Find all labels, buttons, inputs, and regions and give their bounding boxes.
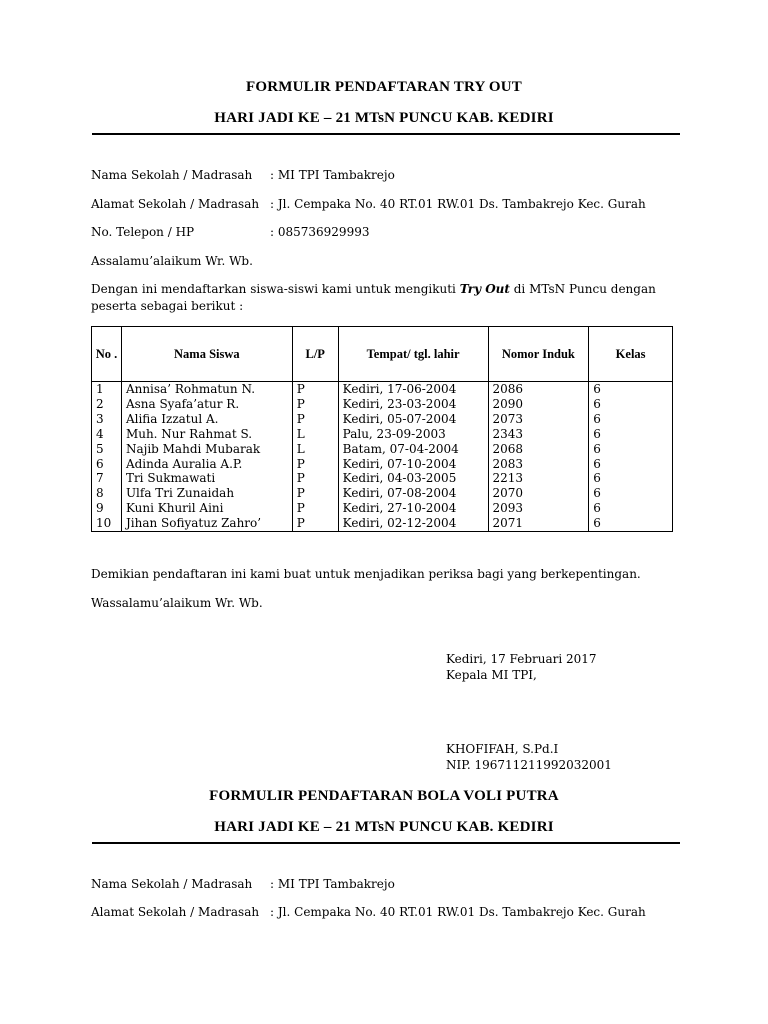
cell: Kediri, 02-12-2004 (338, 516, 488, 531)
cell: 2083 (488, 457, 589, 472)
field-label: Nama Sekolah / Madrasah (91, 877, 253, 891)
field-label: No. Telepon / HP (91, 225, 195, 239)
form1-greeting: Assalamu’alaikum Wr. Wb. (91, 254, 253, 268)
cell: 2086 (488, 382, 589, 397)
cell: 6 (589, 457, 673, 472)
cell: Alifia Izzatul A. (121, 412, 292, 427)
field-label: Alamat Sekolah / Madrasah (91, 905, 260, 919)
cell: 6 (589, 382, 673, 397)
intro-emphasis: Try Out (459, 282, 510, 296)
cell: 6 (92, 457, 122, 472)
form1-title: FORMULIR PENDAFTARAN TRY OUT (245, 79, 523, 95)
table-header-row (92, 327, 673, 382)
cell: Kediri, 07-10-2004 (338, 457, 488, 472)
cell: 6 (589, 412, 673, 427)
cell: 3 (92, 412, 122, 427)
cell: 6 (589, 501, 673, 516)
cell: P (292, 486, 338, 501)
field-value: : MI TPI Tambakrejo (270, 168, 395, 182)
cell: Kediri, 07-08-2004 (338, 486, 488, 501)
header-birth: Tempat/ tgl. lahir (338, 327, 488, 382)
signer-name: KHOFIFAH, S.Pd.I (446, 742, 559, 756)
cell: Palu, 23-09-2003 (338, 427, 488, 442)
table-row (92, 501, 673, 516)
cell: 2071 (488, 516, 589, 531)
table-row (92, 382, 673, 397)
table-row (92, 516, 673, 531)
cell: 2073 (488, 412, 589, 427)
cell: 5 (92, 442, 122, 457)
signer-nip: NIP. 196711211992032001 (446, 758, 612, 772)
cell: 10 (92, 516, 122, 531)
signature-date: Kediri, 17 Februari 2017 (446, 652, 597, 666)
cell: L (292, 427, 338, 442)
table-row (92, 397, 673, 412)
cell: 2 (92, 397, 122, 412)
intro-text: Dengan ini mendaftarkan siswa-siswi kami untuk mengikuti (91, 282, 460, 296)
form1-school-name-field (91, 168, 395, 182)
field-value: : Jl. Cempaka No. 40 RT.01 RW.01 Ds. Tambakrejo Kec. Gurah (270, 905, 646, 919)
cell: 6 (589, 397, 673, 412)
cell: P (292, 501, 338, 516)
cell: L (292, 442, 338, 457)
cell: Kuni Khuril Aini (121, 501, 292, 516)
form1-phone-field (91, 225, 369, 239)
cell: Ulfa Tri Zunaidah (121, 486, 292, 501)
cell: 9 (92, 501, 122, 516)
form2-school-address-field (91, 905, 646, 919)
form2-school-name-field (91, 877, 395, 891)
table-row (92, 427, 673, 442)
cell: 4 (92, 427, 122, 442)
cell: Asna Syafa’atur R. (121, 397, 292, 412)
header-no: No . (92, 327, 122, 382)
form1-school-address-field (91, 197, 646, 211)
cell: 2213 (488, 471, 589, 486)
header-student-id: Nomor Induk (488, 327, 589, 382)
cell: 6 (589, 427, 673, 442)
form1-subtitle: HARI JADI KE – 21 MTsN PUNCU KAB. KEDIRI (214, 110, 554, 126)
cell: Kediri, 17-06-2004 (338, 382, 488, 397)
signer-role: Kepala MI TPI, (446, 668, 537, 682)
field-value: : MI TPI Tambakrejo (270, 877, 395, 891)
field-value: : Jl. Cempaka No. 40 RT.01 RW.01 Ds. Tambakrejo Kec. Gurah (270, 197, 646, 211)
cell: 6 (589, 486, 673, 501)
table-row (92, 486, 673, 501)
cell: P (292, 516, 338, 531)
form1-intro (91, 281, 681, 315)
table-row (92, 457, 673, 472)
cell: Adinda Auralia A.P. (121, 457, 292, 472)
field-value: : 085736929993 (270, 225, 370, 239)
cell: Kediri, 04-03-2005 (338, 471, 488, 486)
cell: Annisa’ Rohmatun N. (121, 382, 292, 397)
form2-title: FORMULIR PENDAFTARAN BOLA VOLI PUTRA (209, 788, 559, 804)
cell: 2068 (488, 442, 589, 457)
cell: 2343 (488, 427, 589, 442)
cell: Batam, 07-04-2004 (338, 442, 488, 457)
cell: Tri Sukmawati (121, 471, 292, 486)
cell: Jihan Sofiyatuz Zahro’ (121, 516, 292, 531)
cell: P (292, 382, 338, 397)
cell: Kediri, 27-10-2004 (338, 501, 488, 516)
cell: P (292, 412, 338, 427)
table-row (92, 412, 673, 427)
form2-divider (92, 842, 680, 844)
cell: 2093 (488, 501, 589, 516)
cell: P (292, 397, 338, 412)
form2-subtitle: HARI JADI KE – 21 MTsN PUNCU KAB. KEDIRI (214, 819, 554, 835)
intro-text: di MTsN Puncu dengan peserta sebagai berikut : (91, 282, 656, 313)
table-row (92, 442, 673, 457)
cell: Najib Mahdi Mubarak (121, 442, 292, 457)
cell: 6 (589, 516, 673, 531)
cell: 6 (589, 471, 673, 486)
form1-closing: Demikian pendaftaran ini kami buat untuk menjadikan periksa bagi yang berkepentingan. (91, 567, 641, 581)
cell: P (292, 471, 338, 486)
cell: 8 (92, 486, 122, 501)
cell: Kediri, 05-07-2004 (338, 412, 488, 427)
header-class: Kelas (589, 327, 673, 382)
cell: 2090 (488, 397, 589, 412)
cell: 2070 (488, 486, 589, 501)
cell: P (292, 457, 338, 472)
cell: Kediri, 23-03-2004 (338, 397, 488, 412)
form1-farewell: Wassalamu’alaikum Wr. Wb. (91, 596, 263, 610)
cell: 1 (92, 382, 122, 397)
cell: Muh. Nur Rahmat S. (121, 427, 292, 442)
field-label: Nama Sekolah / Madrasah (91, 168, 253, 182)
cell: 6 (589, 442, 673, 457)
form1-divider (92, 133, 680, 135)
field-label: Alamat Sekolah / Madrasah (91, 197, 260, 211)
header-name: Nama Siswa (121, 327, 292, 382)
cell: 7 (92, 471, 122, 486)
table-row (92, 471, 673, 486)
student-table (91, 326, 673, 532)
header-gender: L/P (292, 327, 338, 382)
